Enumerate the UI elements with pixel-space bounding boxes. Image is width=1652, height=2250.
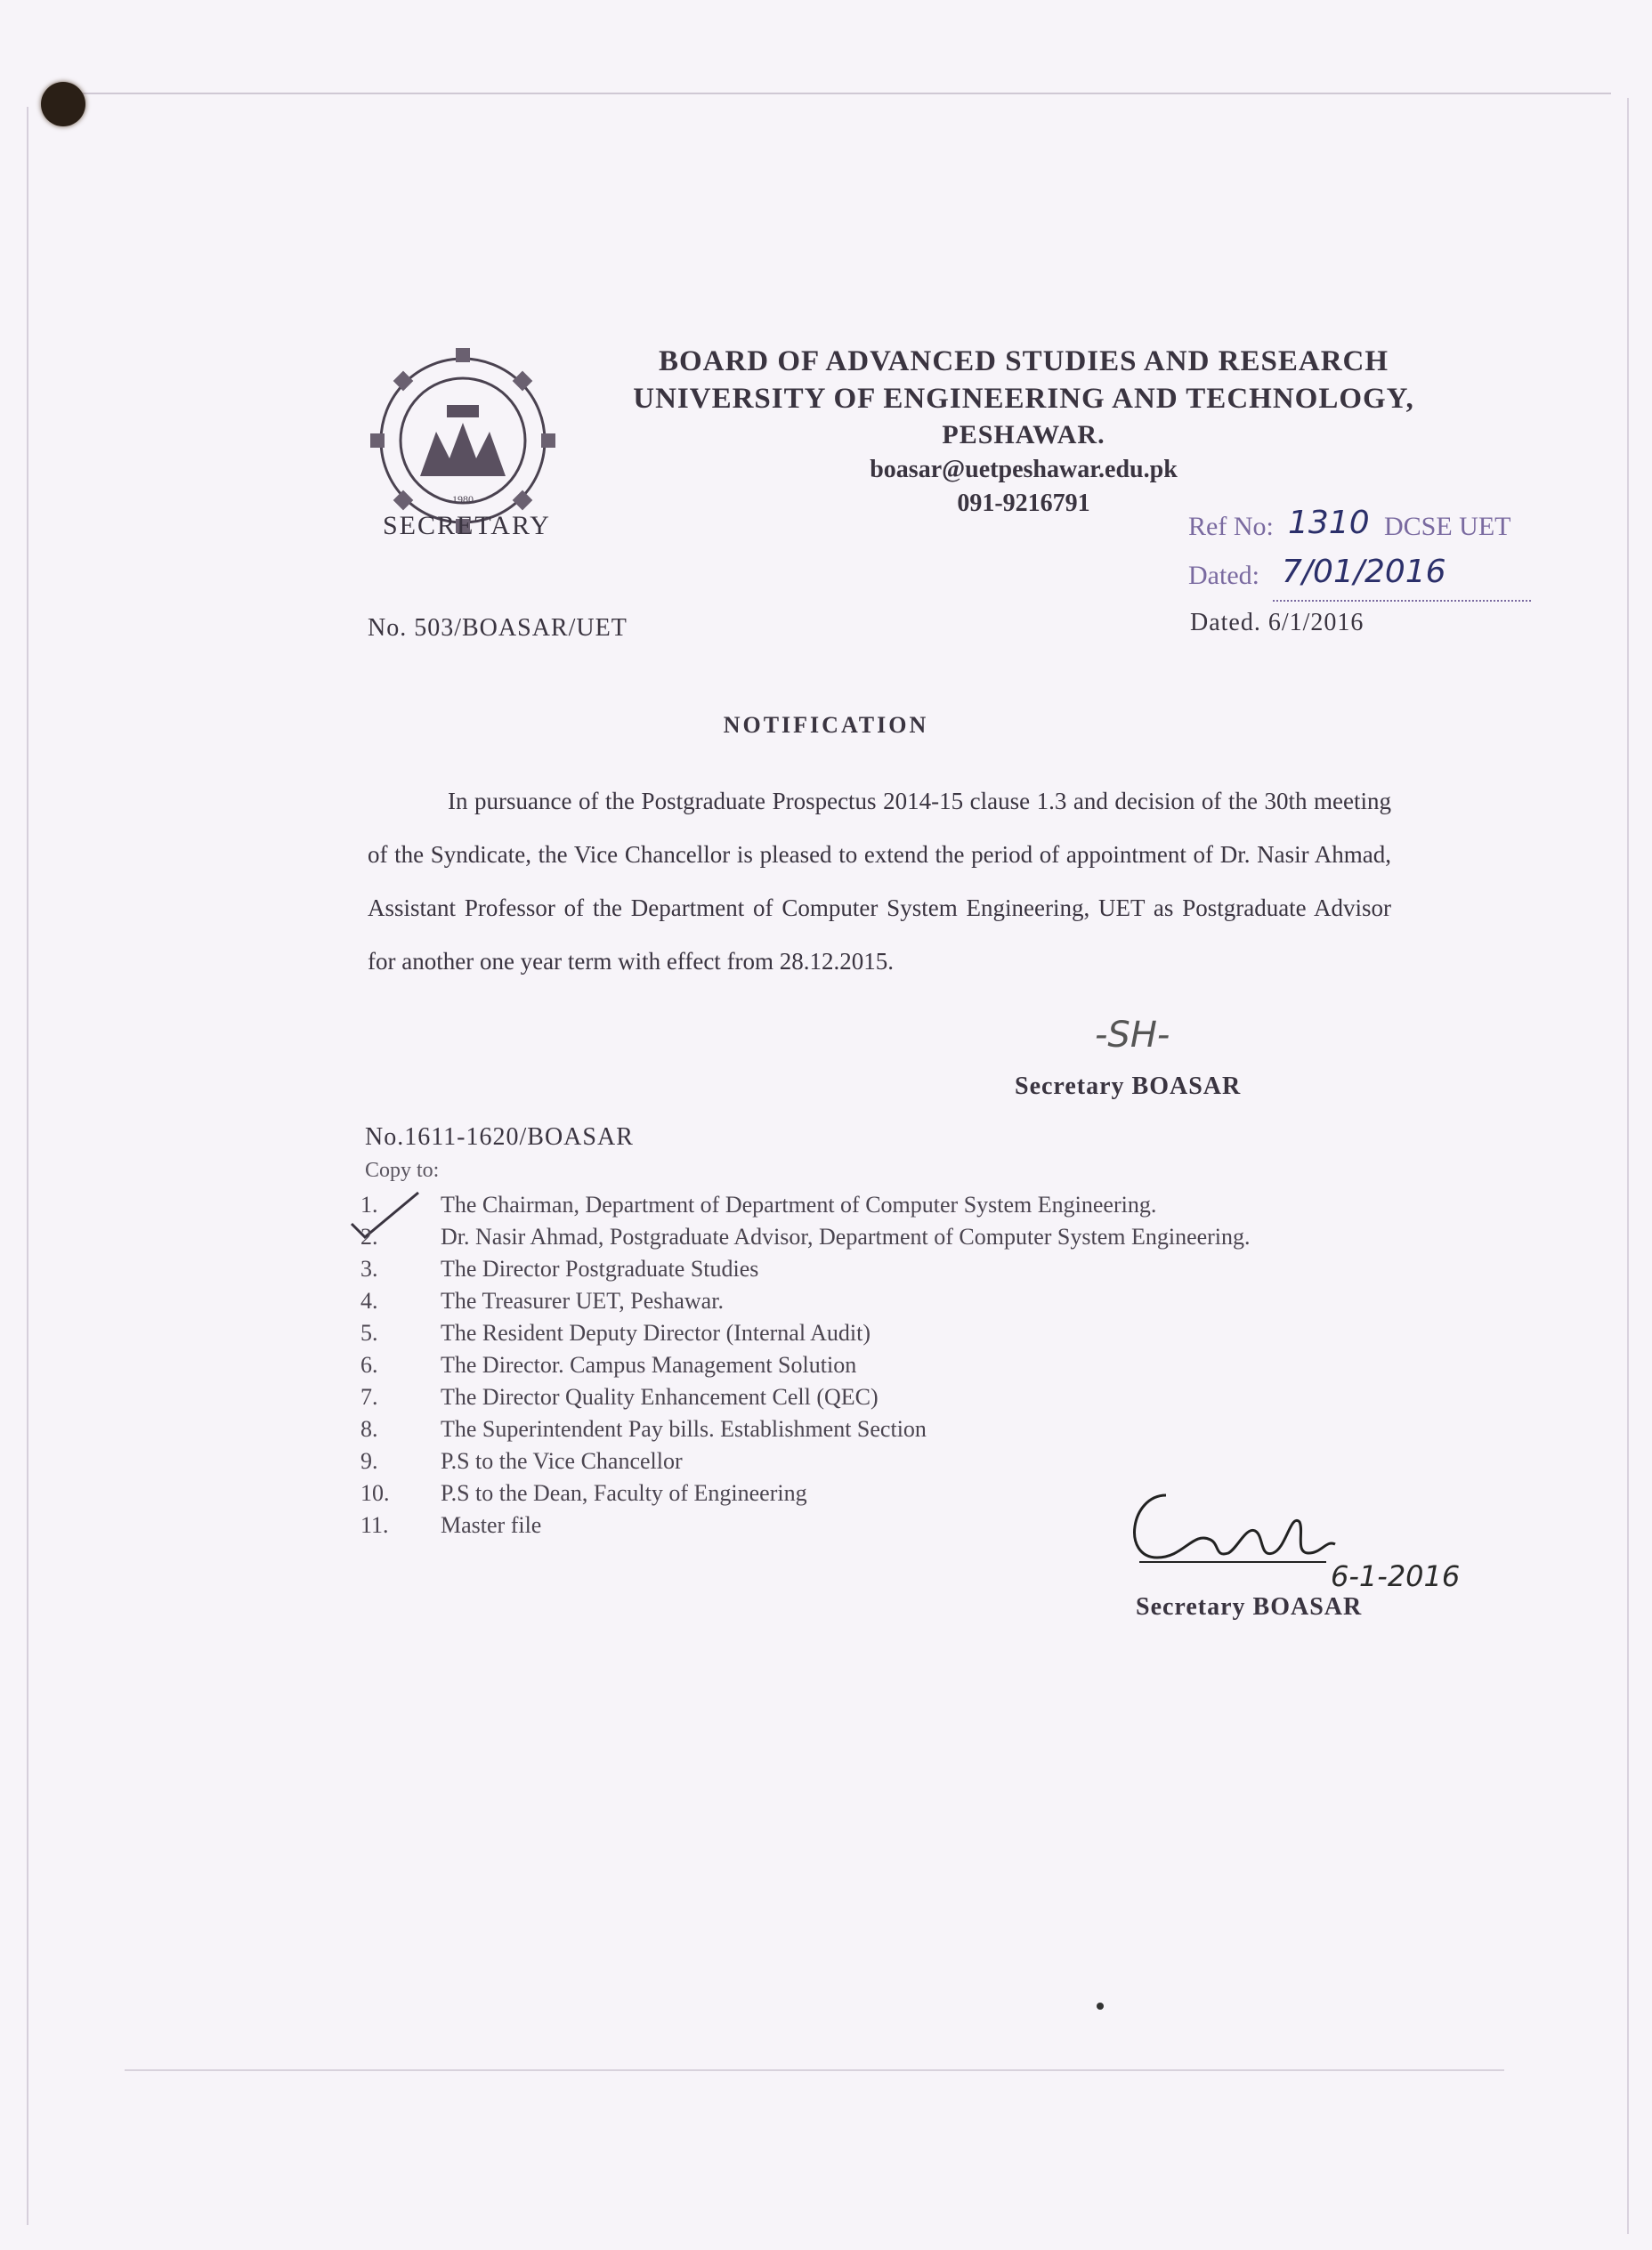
copy-item-number: 7. [360, 1384, 378, 1410]
copy-list-item [360, 1189, 1340, 1221]
copy-list-item [360, 1349, 1340, 1381]
letterhead-city: PESHAWAR. [942, 420, 1105, 449]
initials-signature: -SH- [1095, 1015, 1170, 1056]
letterhead-university: UNIVERSITY OF ENGINEERING AND TECHNOLOGY, [633, 383, 1414, 415]
copy-item-number: 3. [360, 1256, 378, 1282]
stamp-dated-value: 7/01/2016 [1282, 554, 1446, 590]
received-stamp [1188, 505, 1535, 610]
copy-item-number: 5. [360, 1320, 378, 1346]
copy-item-text: Master file [441, 1512, 542, 1538]
copy-item-text: The Chairman, Department of Department of Computer System Engineering. [441, 1192, 1157, 1218]
copy-item-text: The Resident Deputy Director (Internal Audit) [441, 1320, 871, 1346]
copy-list-item [360, 1285, 1340, 1317]
signoff-title: Secretary BOASAR [1015, 1072, 1242, 1100]
stamp-dated-row [1188, 554, 1535, 610]
letterhead-board: BOARD OF ADVANCED STUDIES AND RESEARCH [658, 345, 1389, 377]
copy-list-item [360, 1253, 1340, 1285]
copy-item-number: 11. [360, 1512, 389, 1538]
copy-to-label: Copy to: [365, 1159, 440, 1182]
copy-item-number: 6. [360, 1352, 378, 1378]
copy-reference: No.1611-1620/BOASAR [365, 1123, 634, 1151]
signature-date: 6-1-2016 [1331, 1559, 1461, 1593]
sheet-edge [125, 2069, 1504, 2071]
copy-item-number: 9. [360, 1448, 378, 1474]
sheet-edge [27, 107, 28, 2225]
copy-item-text: The Superintendent Pay bills. Establishment Section [441, 1416, 927, 1442]
copy-item-text: Dr. Nasir Ahmad, Postgraduate Advisor, Department of Computer System Engineering. [441, 1224, 1251, 1250]
copy-item-text: The Treasurer UET, Peshawar. [441, 1288, 724, 1314]
letterhead-email: boasar@uetpeshawar.edu.pk [870, 456, 1178, 483]
sheet-edge [80, 93, 1611, 94]
stamp-ref-prefix: Ref No: [1188, 512, 1274, 541]
stamp-ref-suffix: DCSE UET [1384, 512, 1511, 541]
copy-item-number: 4. [360, 1288, 378, 1314]
notification-body: In pursuance of the Postgraduate Prospectus 2014-15 clause 1.3 and decision of the 30th meeting of the Syndicate, the Vice Chancellor is pleased to extend the period of appointment of Dr. Nasir Ahmad, Assistant Professor of the Department of Computer System Engineering, UET as Postgraduate Advisor for another one year term with effect from 28.12.2015. [368, 788, 1391, 975]
letterhead-phone: 091-9216791 [957, 490, 1090, 517]
copy-item-text: P.S to the Dean, Faculty of Engineering [441, 1480, 807, 1506]
sheet-edge [1627, 98, 1629, 2234]
copy-item-number: 2. [360, 1224, 378, 1250]
copy-item-text: The Director. Campus Management Solution [441, 1352, 857, 1378]
secretary-label: SECRETARY [383, 511, 551, 540]
reference-date: Dated. 6/1/2016 [1190, 609, 1365, 636]
copy-item-number: 10. [360, 1480, 390, 1506]
copy-item-number: 8. [360, 1416, 378, 1442]
copy-item-text: The Director Postgraduate Studies [441, 1256, 759, 1282]
copy-item-text: The Director Quality Enhancement Cell (QEC) [441, 1384, 879, 1410]
university-seal-icon [365, 343, 561, 538]
letterhead [623, 343, 1424, 521]
stamp-underline [1273, 598, 1531, 602]
paper-speck [1097, 2003, 1104, 2010]
copy-list-item [360, 1221, 1340, 1253]
signoff-title-2: Secretary BOASAR [1136, 1593, 1363, 1621]
copy-item-number: 1. [360, 1192, 378, 1218]
stamp-dated-prefix: Dated: [1188, 561, 1259, 590]
punch-hole [41, 82, 85, 126]
copy-list-item [360, 1413, 1340, 1445]
copy-list-item [360, 1381, 1340, 1413]
stamp-ref-value: 1310 [1288, 505, 1370, 541]
copy-item-text: P.S to the Vice Chancellor [441, 1448, 683, 1474]
reference-number: No. 503/BOASAR/UET [368, 614, 628, 642]
notification-heading: NOTIFICATION [723, 712, 929, 738]
copy-list-item [360, 1445, 1340, 1477]
seal-year: 1980 [452, 493, 474, 506]
copy-list-item [360, 1317, 1340, 1349]
